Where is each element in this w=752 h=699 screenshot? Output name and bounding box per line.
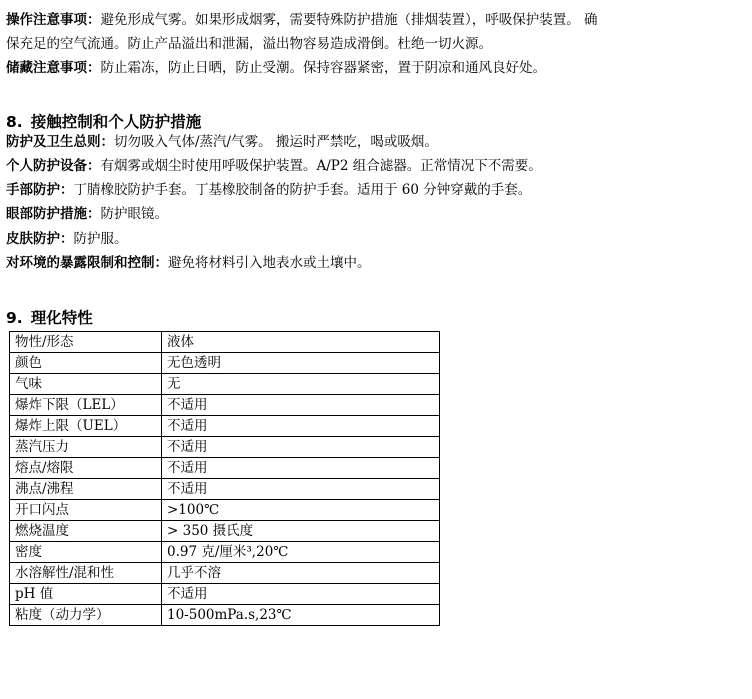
table-row <box>10 458 440 479</box>
storage-precautions <box>6 57 748 79</box>
operation-precautions-text-2: 保充足的空气流通。防止产品溢出和泄漏，溢出物容易造成滑倒。杜绝一切火源。 <box>6 36 492 52</box>
table-row <box>10 332 440 353</box>
item-text: 有烟雾或烟尘时使用呼吸保护装置。A/P2 组合滤器。正常情况下不需要。 <box>100 158 542 174</box>
section-8-title: 接触控制和个人防护措施 <box>30 113 202 131</box>
property-name: 水溶解性/混和性 <box>10 563 162 584</box>
section-8-heading <box>6 112 201 132</box>
table-row <box>10 395 440 416</box>
table-row <box>10 374 440 395</box>
item-label: 对环境的暴露限制和控制： <box>6 255 168 271</box>
table-row <box>10 437 440 458</box>
table-row <box>10 416 440 437</box>
property-value: 不适用 <box>162 416 440 437</box>
table-row <box>10 479 440 500</box>
hygiene-general-item <box>6 131 748 153</box>
environmental-exposure-item <box>6 252 748 274</box>
table-row <box>10 353 440 374</box>
property-value: 不适用 <box>162 458 440 479</box>
property-name: 沸点/沸程 <box>10 479 162 500</box>
property-value: 不适用 <box>162 395 440 416</box>
property-name: 开口闪点 <box>10 500 162 521</box>
property-value: 无色透明 <box>162 353 440 374</box>
section-9-title: 理化特性 <box>30 309 93 327</box>
operation-precautions <box>6 9 748 31</box>
operation-precautions-label: 操作注意事项： <box>6 12 101 28</box>
hand-protection-item <box>6 179 748 201</box>
property-name: 熔点/熔限 <box>10 458 162 479</box>
section-9-number: 9. <box>6 309 23 327</box>
property-name: 密度 <box>10 542 162 563</box>
table-row <box>10 542 440 563</box>
storage-precautions-text: 防止霜冻，防止日晒，防止受潮。保持容器紧密，置于阴凉和通风良好处。 <box>100 60 546 76</box>
property-name: pH 值 <box>10 584 162 605</box>
table-row <box>10 605 440 626</box>
skin-protection-item <box>6 228 748 250</box>
property-value: 不适用 <box>162 584 440 605</box>
property-name: 物性/形态 <box>10 332 162 353</box>
item-text: 切勿吸入气体/蒸汽/气雾。 搬运时严禁吃，喝或吸烟。 <box>114 134 438 150</box>
property-name: 爆炸上限（UEL） <box>10 416 162 437</box>
storage-precautions-label: 储藏注意事项： <box>6 60 101 76</box>
property-value: 不适用 <box>162 437 440 458</box>
property-value: 液体 <box>162 332 440 353</box>
property-value: 几乎不溶 <box>162 563 440 584</box>
property-value: >100℃ <box>162 500 440 521</box>
item-text: 避免将材料引入地表水或土壤中。 <box>168 255 371 271</box>
item-label: 眼部防护措施： <box>6 206 101 222</box>
property-value: 不适用 <box>162 479 440 500</box>
item-text: 丁腈橡胶防护手套。丁基橡胶制备的防护手套。适用于 60 分钟穿戴的手套。 <box>73 182 532 198</box>
property-value: 0.97 克/厘米³,20℃ <box>162 542 440 563</box>
property-name: 气味 <box>10 374 162 395</box>
item-text: 防护服。 <box>73 231 128 247</box>
property-value: 无 <box>162 374 440 395</box>
eye-protection-item <box>6 203 748 225</box>
personal-protection-item <box>6 155 748 177</box>
item-label: 手部防护： <box>6 182 74 198</box>
operation-precautions-continued <box>6 33 748 55</box>
property-value: > 350 摄氏度 <box>162 521 440 542</box>
section-9-heading <box>6 308 93 328</box>
table-row <box>10 563 440 584</box>
item-label: 个人防护设备： <box>6 158 101 174</box>
property-name: 蒸汽压力 <box>10 437 162 458</box>
item-text: 防护眼镜。 <box>100 206 168 222</box>
property-name: 颜色 <box>10 353 162 374</box>
property-name: 爆炸下限（LEL） <box>10 395 162 416</box>
table-row <box>10 500 440 521</box>
section-8-number: 8. <box>6 113 23 131</box>
property-name: 燃烧温度 <box>10 521 162 542</box>
item-label: 皮肤防护： <box>6 231 74 247</box>
properties-table <box>9 331 440 626</box>
property-name: 粘度（动力学） <box>10 605 162 626</box>
table-row <box>10 584 440 605</box>
property-value: 10-500mPa.s,23℃ <box>162 605 440 626</box>
table-row <box>10 521 440 542</box>
item-label: 防护及卫生总则： <box>6 134 114 150</box>
operation-precautions-text: 避免形成气雾。如果形成烟雾，需要特殊防护措施（排烟装置），呼吸保护装置。 确 <box>100 12 598 28</box>
